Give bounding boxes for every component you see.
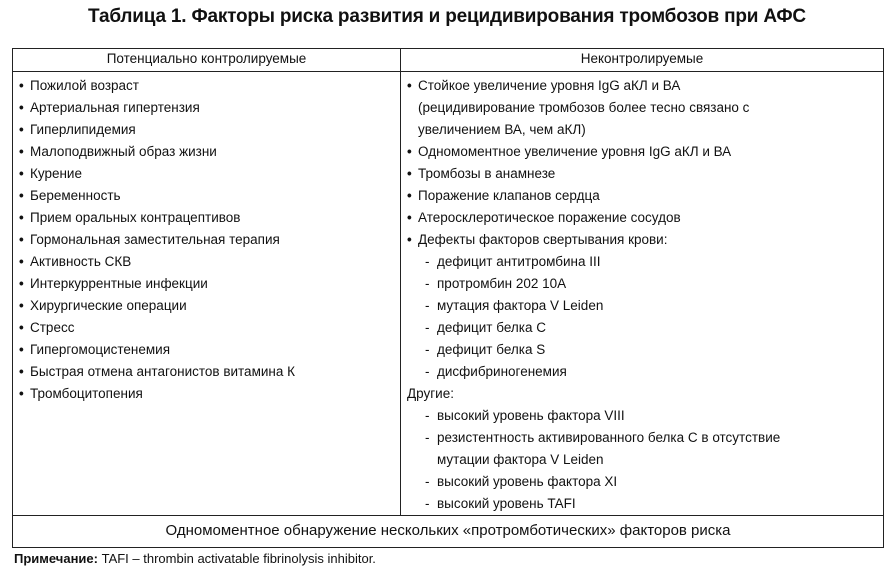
list-item: • Малоподвижный образ жизни bbox=[19, 141, 397, 163]
sub-list-item: - высокий уровень фактора XI bbox=[407, 471, 877, 493]
controllable-factors-list bbox=[19, 75, 397, 405]
dash-icon: - bbox=[425, 430, 430, 445]
bullet-icon: • bbox=[407, 210, 412, 225]
dash-icon: - bbox=[425, 408, 430, 423]
risk-factors-table bbox=[12, 48, 884, 548]
dash-icon: - bbox=[425, 320, 430, 335]
header-divider bbox=[13, 71, 883, 72]
list-item: • Активность СКВ bbox=[19, 251, 397, 273]
sub-list-item: - высокий уровень фактора VIII bbox=[407, 405, 877, 427]
uncontrollable-factors-list bbox=[407, 75, 877, 515]
column-header-controllable: Потенциально контролируемые bbox=[106, 51, 307, 66]
bullet-icon: • bbox=[407, 144, 412, 159]
bullet-icon: • bbox=[19, 210, 24, 225]
list-item: • Стойкое увеличение уровня IgG аКЛ и ВА bbox=[407, 75, 877, 97]
sub-list-item: - резистентность активированного белка С в отсутствие bbox=[407, 427, 877, 449]
list-item: • Прием оральных контрацептивов bbox=[19, 207, 397, 229]
note-label: Примечание: bbox=[14, 551, 98, 566]
bullet-icon: • bbox=[19, 166, 24, 181]
dash-icon: - bbox=[425, 364, 430, 379]
other-group-label: Другие: bbox=[407, 386, 454, 401]
dash-icon: - bbox=[425, 496, 430, 511]
sub-list-item: - дефицит белка С bbox=[407, 317, 877, 339]
table-footer-row: Одномоментное обнаружение нескольких «протромботических» факторов риска bbox=[165, 522, 731, 539]
list-item-continuation: увеличением ВА, чем аКЛ) bbox=[418, 122, 586, 137]
list-item: • Курение bbox=[19, 163, 397, 185]
sub-list-item: - дефицит белка S bbox=[407, 339, 877, 361]
list-item-continuation: (рецидивирование тромбозов более тесно связано с bbox=[418, 100, 750, 115]
bullet-icon: • bbox=[19, 298, 24, 313]
bullet-icon: • bbox=[407, 78, 412, 93]
sub-list-item-continuation: мутации фактора V Leiden bbox=[437, 452, 604, 467]
list-item: • Тромбоцитопения bbox=[19, 383, 397, 405]
bullet-icon: • bbox=[19, 276, 24, 291]
dash-icon: - bbox=[425, 276, 430, 291]
list-item: • Одномоментное увеличение уровня IgG аКЛ и ВА bbox=[407, 141, 877, 163]
bullet-icon: • bbox=[19, 100, 24, 115]
column-divider bbox=[400, 49, 401, 515]
bullet-icon: • bbox=[19, 122, 24, 137]
sub-list-item: - дисфибриногенемия bbox=[407, 361, 877, 383]
dash-icon: - bbox=[425, 474, 430, 489]
bullet-icon: • bbox=[19, 188, 24, 203]
list-item: • Дефекты факторов свертывания крови: bbox=[407, 229, 877, 251]
dash-icon: - bbox=[425, 298, 430, 313]
bullet-icon: • bbox=[19, 342, 24, 357]
list-item: • Стресс bbox=[19, 317, 397, 339]
note-text: TAFI – thrombin activatable fibrinolysis inhibitor. bbox=[97, 551, 376, 566]
bullet-icon: • bbox=[19, 320, 24, 335]
list-item: • Интеркуррентные инфекции bbox=[19, 273, 397, 295]
column-header-uncontrollable: Неконтролируемые bbox=[580, 51, 704, 66]
list-item: • Артериальная гипертензия bbox=[19, 97, 397, 119]
list-item: • Гипергомоцистенемия bbox=[19, 339, 397, 361]
sub-list-item: - протромбин 202 10А bbox=[407, 273, 877, 295]
sub-list-item: - дефицит антитромбина III bbox=[407, 251, 877, 273]
sub-list-item: - высокий уровень TAFI bbox=[407, 493, 877, 515]
bullet-icon: • bbox=[19, 144, 24, 159]
dash-icon: - bbox=[425, 254, 430, 269]
bullet-icon: • bbox=[19, 254, 24, 269]
bullet-icon: • bbox=[19, 386, 24, 401]
list-item: • Гормональная заместительная терапия bbox=[19, 229, 397, 251]
dash-icon: - bbox=[425, 342, 430, 357]
list-item: • Атеросклеротическое поражение сосудов bbox=[407, 207, 877, 229]
list-item: • Пожилой возраст bbox=[19, 75, 397, 97]
bullet-icon: • bbox=[19, 232, 24, 247]
list-item: • Беременность bbox=[19, 185, 397, 207]
table-note bbox=[14, 551, 376, 566]
bullet-icon: • bbox=[19, 364, 24, 379]
bullet-icon: • bbox=[407, 232, 412, 247]
bullet-icon: • bbox=[19, 78, 24, 93]
sub-list-item: - мутация фактора V Leiden bbox=[407, 295, 877, 317]
bullet-icon: • bbox=[407, 166, 412, 181]
list-item: • Гиперлипидемия bbox=[19, 119, 397, 141]
list-item: • Тромбозы в анамнезе bbox=[407, 163, 877, 185]
list-item: • Быстрая отмена антагонистов витамина К bbox=[19, 361, 397, 383]
bullet-icon: • bbox=[407, 188, 412, 203]
table-title: Таблица 1. Факторы риска развития и рецидивирования тромбозов при АФС bbox=[88, 6, 806, 27]
list-item: • Поражение клапанов сердца bbox=[407, 185, 877, 207]
list-item: • Хирургические операции bbox=[19, 295, 397, 317]
